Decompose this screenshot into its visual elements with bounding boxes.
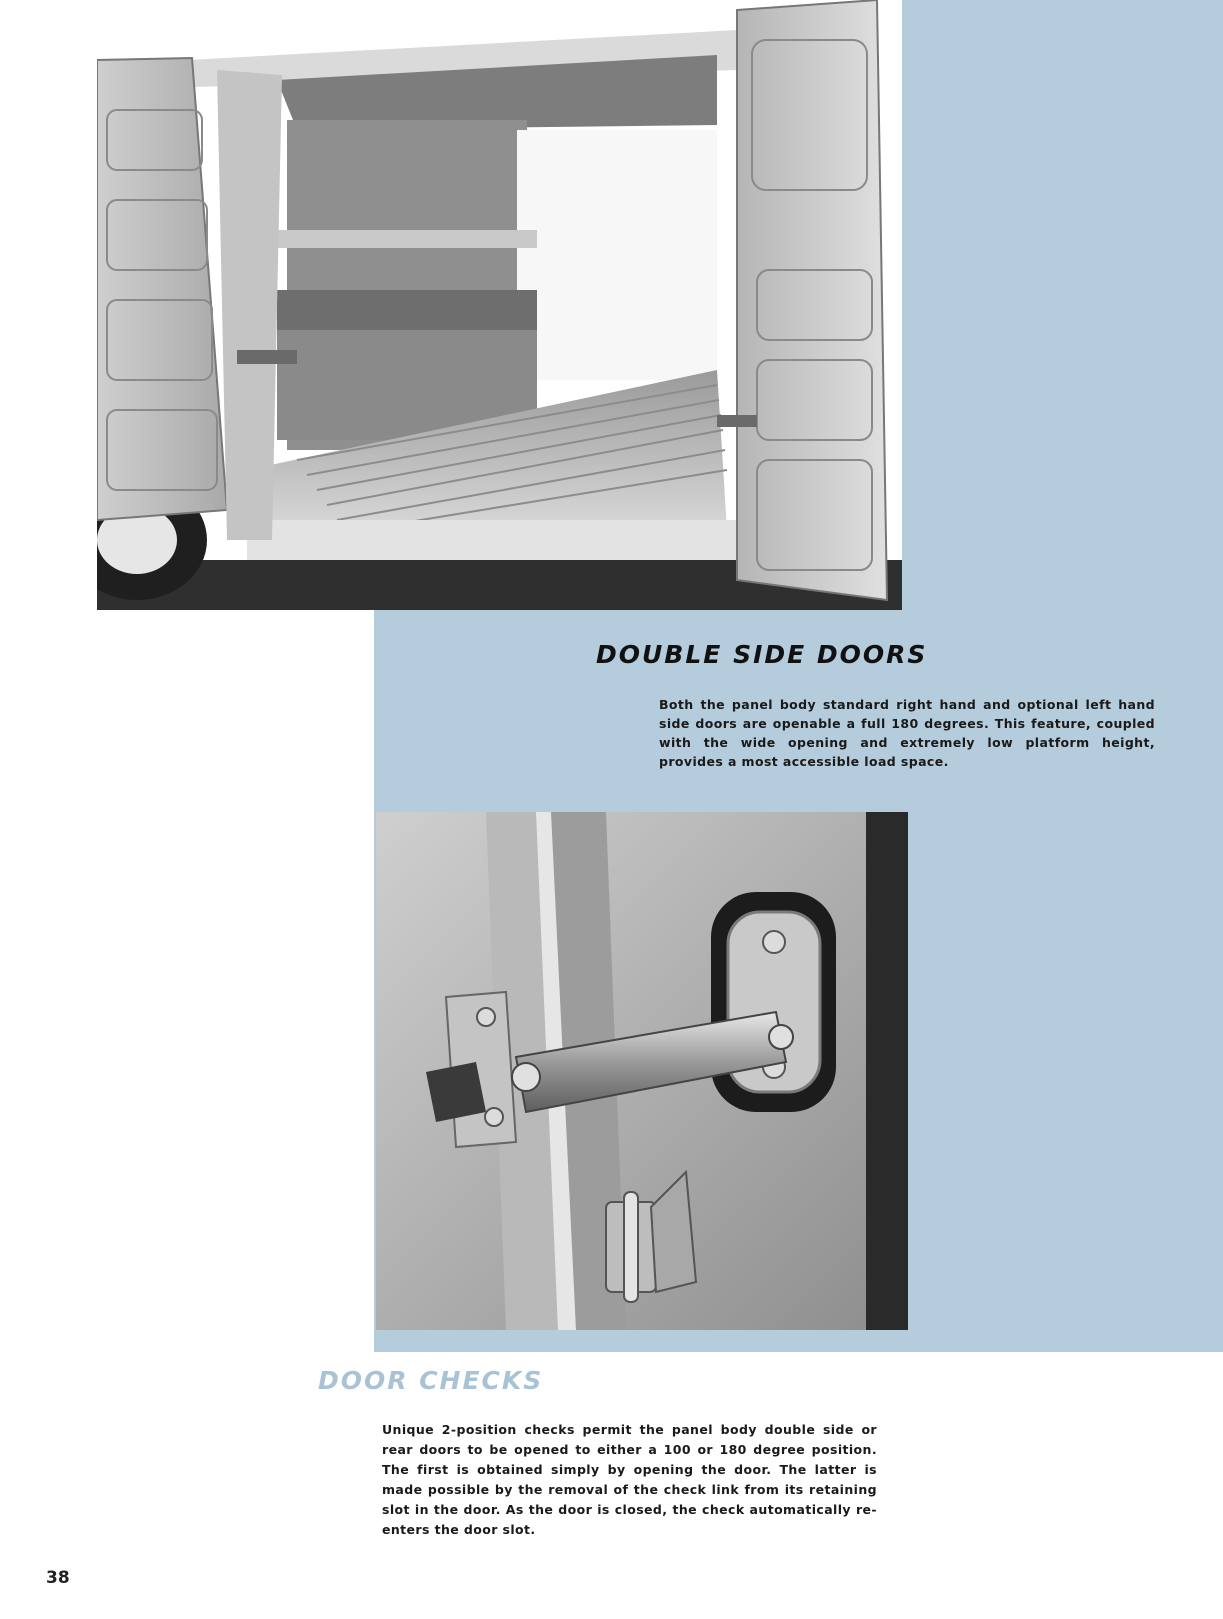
door-check-illustration <box>376 812 908 1330</box>
door-checks-description: Unique 2-position checks permit the panel body double side or rear doors to be opened to either a 100 or 180 degree position. The first is obtained simply by opening the door. The latter is made possible by the removal of the check link from its retaining slot in the door. As the door is closed, the check automatically re-enters the door slot. <box>382 1422 877 1537</box>
page-number: 38 <box>46 1568 70 1588</box>
van-side-doors-illustration <box>97 0 902 610</box>
double-side-doors-heading: DOUBLE SIDE DOORS <box>596 640 928 669</box>
van-side-doors-photo <box>97 0 902 610</box>
door-checks-heading: DOOR CHECKS <box>318 1366 544 1395</box>
double-side-doors-description: Both the panel body standard right hand and optional left hand side doors are openable a full 180 degrees. This feature, coupled with the wide opening and extremely low platform height, provides a most accessible load space. <box>659 697 1155 769</box>
door-check-closeup-photo <box>376 812 908 1330</box>
